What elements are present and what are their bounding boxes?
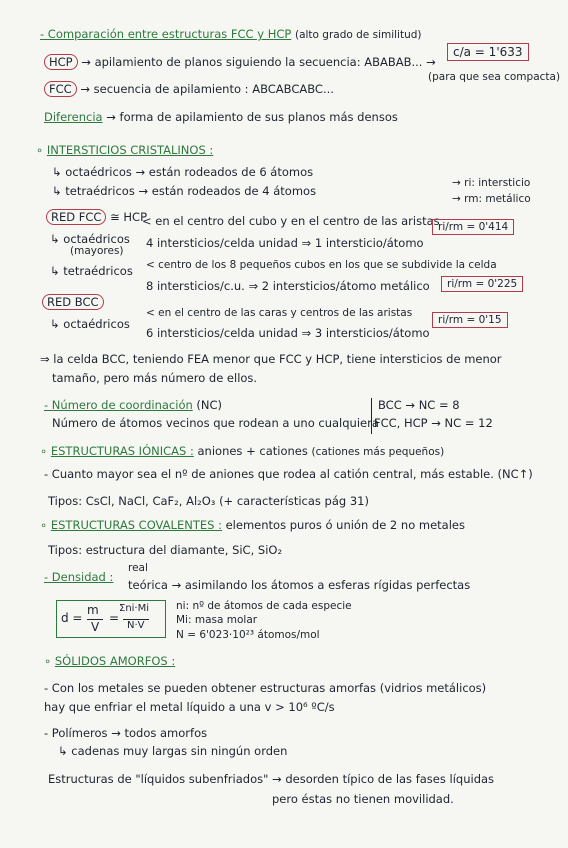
density-ni-def: ni: nº de átomos de cada especie [176, 600, 352, 612]
density-heading: - Densidad : [44, 570, 114, 584]
interstitials-heading: ∘ INTERSTICIOS CRISTALINOS : [36, 143, 214, 157]
comparison-heading: - Comparación entre estructuras FCC y HCP (alto grado de similitud) [40, 27, 422, 41]
tetrahedral-line: ↳ tetraédricos → están rodeados de 4 átomos [52, 184, 317, 198]
density-mi-def: Mi: masa molar [176, 614, 258, 626]
covalent-heading: ∘ ESTRUCTURAS COVALENTES : elementos puros ó unión de 2 no metales [40, 518, 465, 532]
bcc-octa-count: 6 intersticios/celda unidad ⇒ 3 intersticios/átomo [146, 326, 430, 340]
bcc-octa-location: < en el centro de las caras y centros de las aristas [146, 307, 413, 319]
fcc-tetra-location: < centro de los 8 pequeños cubos en los que se subdivide la celda [146, 259, 497, 271]
bcc-nc: BCC → NC = 8 [378, 398, 460, 412]
fcc-tetra-count: 8 intersticios/c.u. ⇒ 2 intersticios/átomo metálico [146, 279, 430, 293]
amorphous-polymers: - Polímeros → todos amorfos [44, 726, 208, 740]
amorphous-line-2: hay que enfriar el metal líquido a una v > 10⁶ ºC/s [44, 700, 335, 714]
hcp-line: HCP → apilamiento de planos siguiendo la secuencia: ABABAB... → [44, 55, 436, 69]
covalent-types: Tipos: estructura del diamante, SiC, SiO₂ [48, 543, 283, 557]
ratio-note: (para que sea compacta) [428, 71, 561, 83]
fcc-octa-location: < en el centro del cubo y en el centro de las aristas [142, 214, 440, 228]
c-a-ratio-box: c/a = 1'633 [447, 43, 529, 61]
fcc-octa-ratio: ri/rm = 0'414 [432, 219, 514, 235]
amorphous-heading: ∘ SÓLIDOS AMORFOS : [44, 654, 176, 668]
ionic-heading: ∘ ESTRUCTURAS IÓNICAS : aniones + cationes (cationes más pequeños) [40, 444, 445, 458]
bcc-octa-ratio: ri/rm = 0'15 [432, 312, 508, 328]
density-real: real [128, 562, 148, 574]
fcc-octa-note: (mayores) [70, 245, 124, 257]
difference-line: Diferencia → forma de apilamiento de sus planos más densos [44, 110, 398, 124]
fcc-octa-label: ↳ octaédricos [50, 232, 130, 246]
density-formula-box: d = m V = Σni·Mi N·V [56, 600, 166, 638]
red-fcc-label: RED FCC ≅ HCP [46, 210, 147, 224]
amorphous-liquids: Estructuras de "líquidos subenfriados" → desorden típico de las fases líquidas [48, 772, 495, 786]
bcc-octa-label: ↳ octaédricos [50, 317, 130, 331]
fcc-hcp-nc: FCC, HCP → NC = 12 [374, 416, 493, 430]
fcc-octa-count: 4 intersticios/celda unidad ⇒ 1 intersticio/átomo [146, 236, 424, 250]
density-n-def: N = 6'023·10²³ átomos/mol [176, 629, 320, 641]
ionic-types: Tipos: CsCl, NaCl, CaF₂, Al₂O₃ (+ características pág 31) [48, 494, 369, 508]
amorphous-mobility: pero éstas no tienen movilidad. [272, 792, 454, 806]
amorphous-line-1: - Con los metales se pueden obtener estructuras amorfas (vidrios metálicos) [44, 681, 487, 695]
coordination-heading: - Número de coordinación (NC) [44, 398, 223, 412]
octahedral-line: ↳ octaédricos → están rodeados de 6 átomos [52, 165, 314, 179]
bcc-conclusion-1: ⇒ la celda BCC, teniendo FEA menor que FCC y HCP, tiene intersticios de menor [40, 352, 502, 366]
ri-legend: → ri: intersticio [452, 177, 531, 189]
bcc-conclusion-2: tamaño, pero más número de ellos. [52, 371, 258, 385]
fcc-tetra-label: ↳ tetraédricos [50, 264, 133, 278]
amorphous-chains: ↳ cadenas muy largas sin ningún orden [58, 744, 288, 758]
rm-legend: → rm: metálico [452, 193, 531, 205]
density-theoretical: teórica → asimilando los átomos a esferas rígidas perfectas [128, 578, 471, 592]
coordination-definition: Número de átomos vecinos que rodean a uno cualquiera [52, 416, 379, 430]
ionic-stability: - Cuanto mayor sea el nº de aniones que rodea al catión central, más estable. (NC↑) [44, 467, 533, 481]
red-bcc-label: RED BCC [42, 295, 104, 309]
fcc-line: FCC → secuencia de apilamiento : ABCABCABC... [44, 82, 334, 96]
brace [371, 398, 372, 434]
fcc-tetra-ratio: ri/rm = 0'225 [441, 276, 523, 292]
